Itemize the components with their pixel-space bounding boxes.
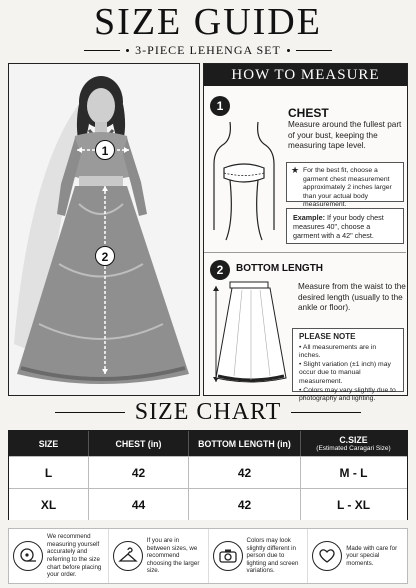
size-chart-title-row bbox=[0, 398, 416, 426]
example-label: Example: bbox=[293, 213, 325, 222]
note-item: • Colors may vary slightly due to photography and lighting. bbox=[299, 386, 396, 403]
footer-tips bbox=[8, 528, 408, 584]
footer-text: If you are in between sizes, we recommend choosing the larger size. bbox=[146, 537, 200, 575]
divider-dot bbox=[126, 49, 129, 52]
page-subtitle: 3-PIECE LEHENGA SET bbox=[135, 42, 281, 57]
chest-instruction: Measure around the fullest part of your bust, keeping the measuring tape level. bbox=[288, 120, 402, 150]
section-divider bbox=[204, 252, 406, 253]
footer-item bbox=[9, 529, 109, 583]
how-to-measure-heading: HOW TO MEASURE bbox=[204, 64, 407, 86]
size-chart-title: SIZE CHART bbox=[134, 398, 282, 425]
footer-item bbox=[308, 529, 407, 583]
header-bottom-length: BOTTOM LENGTH (in) bbox=[189, 431, 301, 456]
chest-marker: 1 bbox=[95, 140, 115, 160]
note-text: All measurements are in inches. bbox=[299, 343, 377, 360]
bottom-length-title: BOTTOM LENGTH bbox=[236, 263, 324, 274]
bottom-length-marker: 2 bbox=[95, 246, 115, 266]
subtitle-row bbox=[0, 42, 416, 58]
header-csize-label: C.SIZE bbox=[339, 435, 368, 445]
footer-item bbox=[109, 529, 209, 583]
header-csize bbox=[301, 431, 406, 456]
model-photo bbox=[8, 63, 200, 396]
table-row bbox=[9, 456, 407, 488]
measuring-tape-icon bbox=[13, 541, 43, 571]
cell-csize: M - L bbox=[339, 465, 368, 480]
example-text: If your body chest measures 40", choose a garment with a 42" chest. bbox=[293, 213, 384, 240]
table-row bbox=[9, 488, 407, 520]
divider-dot bbox=[287, 49, 290, 52]
footer-item bbox=[209, 529, 309, 583]
cell-csize: L - XL bbox=[336, 497, 371, 512]
skirt-illustration bbox=[208, 278, 288, 390]
divider-line bbox=[291, 412, 361, 413]
note-text: Colors may vary slightly due to photography and lighting. bbox=[299, 386, 396, 403]
note-text: Slight variation (±1 inch) may occur due to manual measurement. bbox=[299, 360, 391, 385]
cell-bottom: 42 bbox=[189, 489, 301, 520]
header-chest: CHEST (in) bbox=[89, 431, 189, 456]
table-header bbox=[9, 431, 407, 456]
header-csize-sub: (Estimated Caragari Size) bbox=[316, 445, 391, 452]
note-item: • All measurements are in inches. bbox=[299, 343, 377, 360]
footer-text: We recommend measuring yourself accurately and referring to the size chart before placing your order. bbox=[47, 533, 102, 579]
page-title: SIZE GUIDE bbox=[94, 1, 322, 43]
camera-icon bbox=[213, 541, 243, 571]
chest-tip-text: For the best fit, choose a garment chest measurement approximately 2 inches larger than your actual body measurement. bbox=[303, 167, 392, 209]
heart-icon bbox=[312, 541, 342, 571]
chest-title: CHEST bbox=[288, 106, 329, 120]
torso-chest-illustration bbox=[210, 120, 278, 248]
please-note-box bbox=[292, 328, 404, 403]
note-item: • Slight variation (±1 inch) may occur due to manual measurement. bbox=[299, 360, 391, 385]
footer-text: Colors may look slightly different in person due to lighting and screen variations. bbox=[246, 537, 299, 575]
header-size: SIZE bbox=[9, 431, 89, 456]
bottom-step-number: 2 bbox=[210, 260, 230, 280]
footer-text: Made with care for your special moments. bbox=[346, 544, 398, 567]
star-icon: ★ bbox=[291, 165, 300, 175]
cell-size: L bbox=[9, 457, 89, 488]
cell-chest: 42 bbox=[89, 457, 189, 488]
cell-size: XL bbox=[9, 489, 89, 520]
chest-tip-box bbox=[286, 162, 404, 209]
size-chart-table bbox=[8, 430, 408, 520]
divider-line bbox=[84, 50, 120, 51]
please-note-title: PLEASE NOTE bbox=[299, 332, 356, 341]
cell-bottom: 42 bbox=[189, 457, 301, 488]
model-illustration bbox=[9, 64, 200, 396]
cell-chest: 44 bbox=[89, 489, 189, 520]
chest-step-number: 1 bbox=[210, 96, 230, 116]
chest-example-box bbox=[286, 208, 404, 244]
divider-line bbox=[296, 50, 332, 51]
divider-line bbox=[55, 412, 125, 413]
bottom-length-instruction: Measure from the waist to the desired length (usually to the ankle or floor). bbox=[298, 282, 406, 312]
how-to-measure-panel bbox=[203, 63, 408, 403]
hanger-icon bbox=[113, 541, 143, 571]
